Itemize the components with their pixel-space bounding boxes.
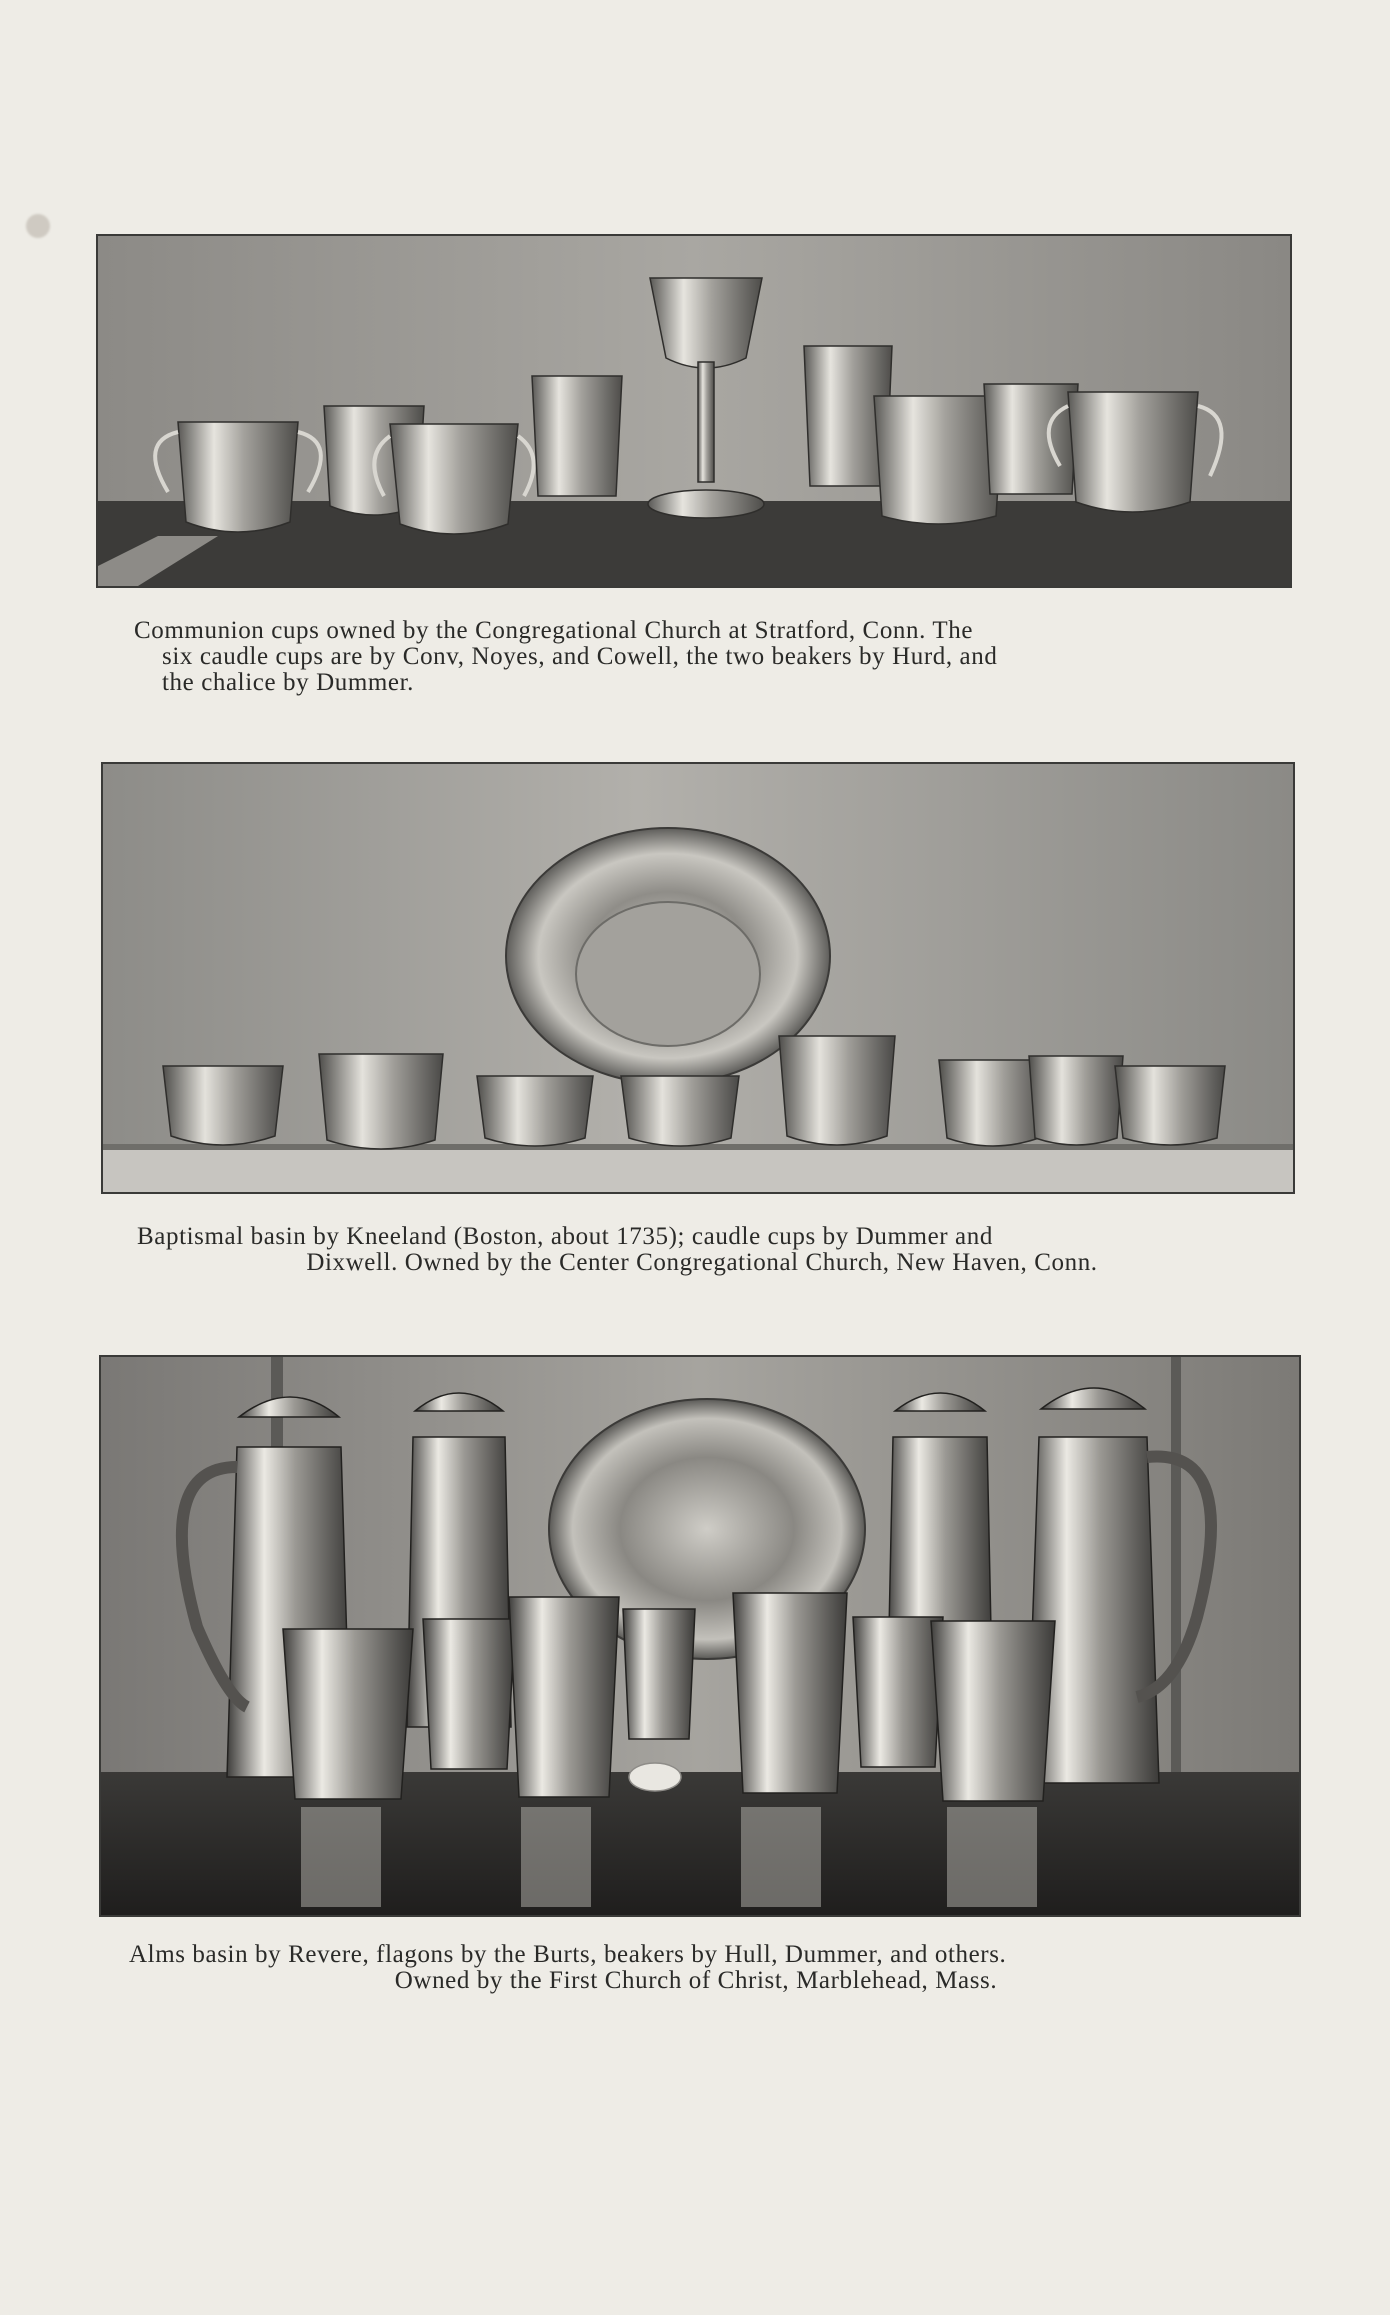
caption-line: Baptismal basin by Kneeland (Boston, about 1735); caudle cups by Dummer and xyxy=(137,1223,993,1250)
communion-cups-photo xyxy=(96,234,1292,588)
caption-line: Dixwell. Owned by the Center Congregational Church, New Haven, Conn. xyxy=(306,1249,1098,1276)
paper-blemish xyxy=(26,214,50,238)
baptismal-basin-photo xyxy=(101,762,1295,1194)
caption-line: six caudle cups are by Conv, Noyes, and Cowell, the two beakers by Hurd, and xyxy=(162,643,998,670)
caption-line: Communion cups owned by the Congregational Church at Stratford, Conn. The xyxy=(134,617,974,644)
caption-line: the chalice by Dummer. xyxy=(162,669,415,696)
baptismal-basin-caption xyxy=(137,1224,1267,1276)
communion-cups-caption xyxy=(134,618,1264,696)
caption-line: Alms basin by Revere, flagons by the Burts, beakers by Hull, Dummer, and others. xyxy=(129,1941,1007,1968)
alms-basin-caption xyxy=(129,1942,1263,1994)
caption-line: Owned by the First Church of Christ, Marblehead, Mass. xyxy=(394,1967,998,1994)
alms-basin-photo xyxy=(99,1355,1301,1917)
